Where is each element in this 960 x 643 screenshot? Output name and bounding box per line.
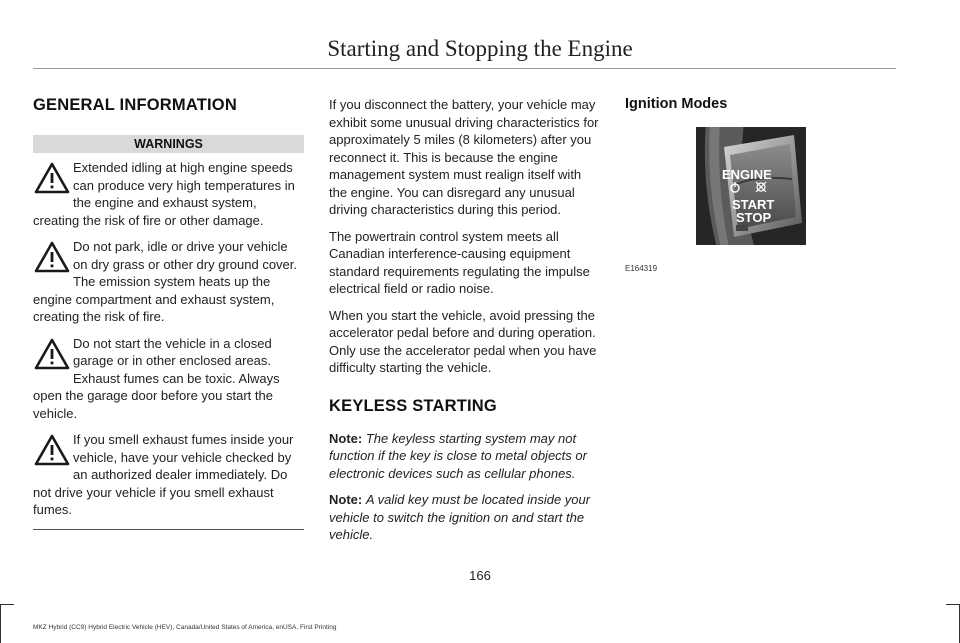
warnings-end-rule: [33, 529, 304, 530]
section-heading: GENERAL INFORMATION: [33, 96, 237, 114]
warning-item: [33, 335, 304, 423]
body-paragraph: When you start the vehicle, avoid pressing the accelerator pedal before and during operation. Only use the accelerator pedal when you have difficulty starting the vehicle.: [329, 307, 597, 375]
header-rule: [33, 68, 896, 69]
publication-footer: MKZ Hybrid (CC9) Hybrid Electric Vehicle (HEV), Canada/United States of America, enUSA, First Printing: [33, 624, 337, 631]
button-label-start: START: [732, 197, 775, 212]
button-label-stop: STOP: [736, 210, 772, 225]
page-number: 166: [469, 568, 491, 583]
figure-code: E164319: [625, 264, 658, 273]
warning-text: Do not start the vehicle in a closed garage or in other enclosed areas. Exhaust fumes can be toxic. Always open the garage door before you start the vehicle.: [33, 335, 280, 421]
note-text: The keyless starting system may not function if the key is close to metal objects or electronic devices such as cellular phones.: [329, 430, 587, 481]
warning-triangle-icon: [33, 337, 71, 371]
warning-text: If you smell exhaust fumes inside your vehicle, have your vehicle checked by an authorized dealer immediately. Do not drive your vehicle if you smell exhaust fumes.: [33, 432, 294, 517]
note-text: A valid key must be located inside your vehicle to switch the ignition on and start the vehicle.: [329, 492, 591, 542]
warning-item: [33, 159, 304, 229]
crop-mark: [0, 604, 14, 605]
general-information-column: [33, 96, 304, 530]
warning-triangle-icon: [33, 433, 71, 467]
warning-item: [33, 431, 304, 519]
warning-triangle-icon: [33, 161, 71, 195]
note-paragraph: [329, 430, 600, 483]
section-heading: KEYLESS STARTING: [329, 396, 497, 415]
crop-mark: [0, 604, 1, 643]
warning-item: [33, 238, 304, 326]
chapter-title: Starting and Stopping the Engine: [327, 36, 633, 61]
button-label-engine: ENGINE: [722, 167, 772, 182]
note-label: Note:: [329, 492, 363, 507]
note-label: Note:: [329, 430, 363, 446]
start-stop-button-image: [696, 127, 806, 245]
warning-text: Extended idling at high engine speeds can produce very high temperatures in the engine and exhaust system, creating the risk of fire or other damage.: [33, 160, 295, 228]
body-paragraph: The powertrain control system meets all Canadian interference-causing equipment standard requirements regulating the impulse electrical field or radio noise.: [329, 228, 590, 296]
warnings-label: WARNINGS: [33, 135, 304, 153]
battery-and-keyless-column: [329, 96, 600, 553]
crop-mark: [946, 604, 960, 605]
auto-start-stop-icon: [756, 182, 766, 192]
body-paragraph: If you disconnect the battery, your vehicle may exhibit some unusual driving characteristics for approximately 5 miles (8 kilometers) after you reconnect it. This is because the engine management system must realign itself with the engine. You can disregard any unusual driving characteristics during this period.: [329, 97, 599, 217]
subsection-heading: Ignition Modes: [625, 96, 728, 112]
warning-text: Do not park, idle or drive your vehicle on dry grass or other dry ground cover. The emission system heats up the engine compartment and exhaust system, creating the risk of fire.: [33, 239, 298, 324]
start-stop-button-illustration: [696, 127, 806, 245]
warning-triangle-icon: [33, 240, 71, 274]
ignition-modes-column: [625, 96, 825, 112]
note-paragraph: [329, 491, 600, 544]
